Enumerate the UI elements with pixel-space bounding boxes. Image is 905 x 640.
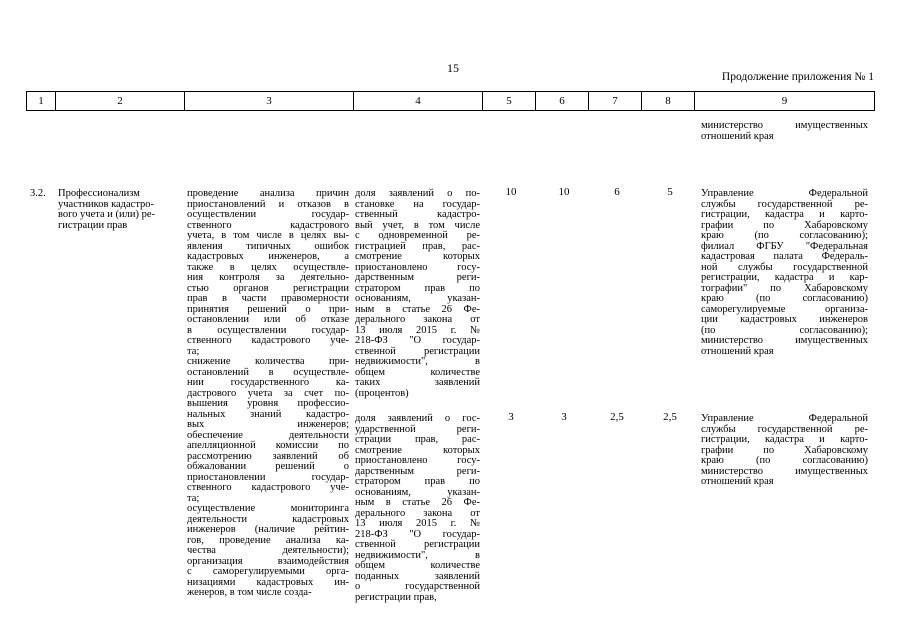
text-line: саморегулируемые организа-	[701, 303, 868, 315]
text-line: ным в статье 26 Фе-	[355, 303, 480, 315]
text-line: та;	[187, 492, 200, 504]
text-line: отношений края	[701, 345, 774, 357]
text-line: общем количестве	[355, 560, 480, 571]
text-line: гистрации прав	[58, 219, 128, 231]
text-line: министерство имущественных	[701, 120, 868, 131]
text-line: стратором прав по	[355, 282, 480, 294]
text-line: вый учет, в том числе	[355, 219, 480, 231]
text-line: учета, в том числе в целях вы-	[187, 230, 349, 241]
text-line: стратором прав по	[355, 476, 480, 487]
text-line: обжаловании решений о	[187, 461, 349, 472]
text-line: ственной регистрации	[355, 539, 480, 550]
text-line: осуществление мониторинга	[187, 503, 349, 514]
sub-indicator-1-col8: 5	[667, 186, 673, 198]
table-header	[26, 91, 875, 111]
carryover-responsible	[701, 121, 868, 142]
header-col-4: 4	[354, 92, 483, 111]
text-line: гистрации, кадастра и карто-	[701, 209, 868, 220]
text-line: дарственным реги-	[355, 465, 480, 477]
text-line: с саморегулируемыми орга-	[187, 566, 349, 577]
text-line: явления типичных ошибок	[187, 240, 349, 252]
header-col-5: 5	[483, 92, 536, 111]
text-line: с одновременной ре-	[355, 230, 480, 241]
text-line: Профессионализм	[58, 188, 140, 199]
header-col-2: 2	[56, 92, 185, 111]
text-line: регистрации прав,	[355, 591, 437, 603]
text-line: отношений края	[701, 130, 774, 142]
header-col-6: 6	[536, 92, 589, 111]
text-line: нии государственного ка-	[187, 377, 349, 388]
text-line: недвижимости", в	[355, 356, 480, 367]
text-line: проведение анализа причин	[187, 188, 349, 199]
text-line: кадастровых инженеров, а	[187, 251, 349, 262]
text-line: доля заявлений о по-	[355, 188, 480, 199]
continuation-label: Продолжение приложения № 1	[721, 71, 874, 83]
text-line: недвижимости", в	[355, 549, 480, 561]
text-line: инженеров (наличие рейтин-	[187, 524, 349, 535]
text-line: (процентов)	[355, 387, 409, 399]
text-line: гов, проведение анализа ка-	[187, 534, 349, 546]
sub-indicator-2-col6: 3	[561, 411, 567, 423]
text-line: приостановлении государ-	[187, 471, 349, 483]
text-line: рассмотрению заявлений об	[187, 450, 349, 462]
text-line: ственного кадастрового уче-	[187, 482, 349, 493]
text-line: стью органов регистрации	[187, 282, 349, 294]
page-number: 15	[447, 61, 459, 75]
indicator-name	[58, 189, 183, 231]
text-line: краю (по согласованию);	[701, 230, 868, 241]
measures-text	[187, 189, 349, 599]
text-line: ударственной реги-	[355, 423, 480, 435]
text-line: осуществлении государ-	[187, 209, 349, 220]
text-line: вышения уровня профессио-	[187, 398, 349, 409]
text-line: в осуществлении государ-	[187, 324, 349, 336]
text-line: организация взаимодействия	[187, 555, 349, 567]
text-line: краю (по согласованию)	[701, 455, 868, 466]
text-line: чества деятельности);	[187, 545, 349, 556]
sub-indicator-1-col6: 10	[558, 186, 570, 198]
text-line: ственного кадастрового уче-	[187, 335, 349, 346]
text-line: 218-ФЗ "О государ-	[355, 335, 480, 346]
header-col-7: 7	[589, 92, 642, 111]
text-line: (по согласованию);	[701, 324, 868, 336]
text-line: дастрового учета за счет по-	[187, 387, 349, 399]
text-line: также в целях осуществле-	[187, 261, 349, 273]
text-line: 13 июля 2015 г. №	[355, 518, 480, 529]
text-line: о государственной	[355, 581, 480, 592]
text-line: остановлении или об отказе	[187, 314, 349, 325]
text-line: ции кадастровых инженеров	[701, 314, 868, 325]
text-line: дерального закона от	[355, 314, 480, 325]
text-line: остановлений в осуществле-	[187, 366, 349, 378]
text-line: краю (по согласованию)	[701, 293, 868, 304]
text-line: дарственным реги-	[355, 272, 480, 283]
text-line: участников кадастро-	[58, 198, 155, 210]
header-col-1: 1	[27, 92, 56, 111]
text-line: тографии" по Хабаровскому	[701, 282, 868, 294]
text-line: таких заявлений	[355, 377, 480, 388]
text-line: филиал ФГБУ "Федеральная	[701, 240, 868, 252]
sub-indicator-2-col5: 3	[508, 411, 514, 423]
text-line: нальных знаний кадастро-	[187, 408, 349, 420]
text-line: дерального закона от	[355, 507, 480, 519]
text-line: ственной регистрации	[355, 345, 480, 357]
text-line: Управление Федеральной	[701, 413, 868, 424]
text-line: женеров, в том числе созда-	[187, 587, 312, 598]
text-line: апелляционной комиссии по	[187, 440, 349, 451]
text-line: низациями кадастровых ин-	[187, 576, 349, 588]
sub-indicator-1-col7: 6	[614, 186, 620, 198]
text-line: доля заявлений о гос-	[355, 413, 480, 424]
text-line: Управление Федеральной	[701, 188, 868, 199]
text-line: ной службы государственной	[701, 261, 868, 273]
sub-indicator-2-description	[355, 414, 480, 603]
text-line: 218-ФЗ "О государ-	[355, 528, 480, 540]
sub-indicator-2-responsible	[701, 414, 868, 488]
text-line: вого учета и (или) ре-	[58, 209, 155, 220]
text-line: гистрацией прав, рас-	[355, 240, 480, 252]
text-line: приостановлено госу-	[355, 261, 480, 273]
text-line: смотрение которых	[355, 444, 480, 456]
text-line: вых инженеров;	[187, 419, 349, 430]
text-line: основаниям, указан-	[355, 486, 480, 498]
text-line: прав в части правомерности	[187, 293, 349, 304]
text-line: ственного кадастрового	[187, 219, 349, 231]
row-number-text: 3.2.	[30, 188, 46, 199]
text-line: приостановлено госу-	[355, 455, 480, 466]
text-line: снижение количества при-	[187, 356, 349, 367]
text-line: приостановлений и отказов в	[187, 198, 349, 210]
text-line: отношений края	[701, 476, 774, 487]
sub-indicator-2-col7: 2,5	[610, 411, 624, 423]
text-line: обеспечение деятельности	[187, 429, 349, 441]
text-line: ственный кадастро-	[355, 209, 480, 220]
sub-indicator-1-responsible	[701, 189, 868, 357]
row-number	[30, 189, 58, 200]
text-line: поданных заявлений	[355, 570, 480, 582]
text-line: министерство имущественных	[701, 335, 868, 346]
text-line: деятельности кадастровых	[187, 513, 349, 525]
text-line: общем количестве	[355, 366, 480, 378]
text-line: принятия решений о при-	[187, 303, 349, 315]
text-line: страции прав, рас-	[355, 434, 480, 445]
text-line: службы государственной ре-	[701, 198, 868, 210]
text-line: графии по Хабаровскому	[701, 444, 868, 456]
text-line: основаниям, указан-	[355, 293, 480, 304]
text-line: ным в статье 26 Фе-	[355, 497, 480, 508]
sub-indicator-1-description	[355, 189, 480, 399]
text-line: смотрение которых	[355, 251, 480, 262]
sub-indicator-1-col5: 10	[505, 186, 517, 198]
text-line: регистрации, кадастра и кар-	[701, 272, 868, 283]
text-line: гистрации, кадастра и карто-	[701, 434, 868, 445]
text-line: ния контроля за деятельно-	[187, 272, 349, 283]
text-line: кадастровая палата Федераль-	[701, 251, 868, 262]
text-line: министерство имущественных	[701, 465, 868, 477]
text-line: становке на государ-	[355, 198, 480, 210]
text-line: та;	[187, 345, 200, 357]
header-col-9: 9	[695, 92, 875, 111]
text-line: графии по Хабаровскому	[701, 219, 868, 231]
text-line: службы государственной ре-	[701, 423, 868, 435]
sub-indicator-2-col8: 2,5	[663, 411, 677, 423]
header-col-8: 8	[642, 92, 695, 111]
text-line: 13 июля 2015 г. №	[355, 324, 480, 336]
header-col-3: 3	[185, 92, 354, 111]
